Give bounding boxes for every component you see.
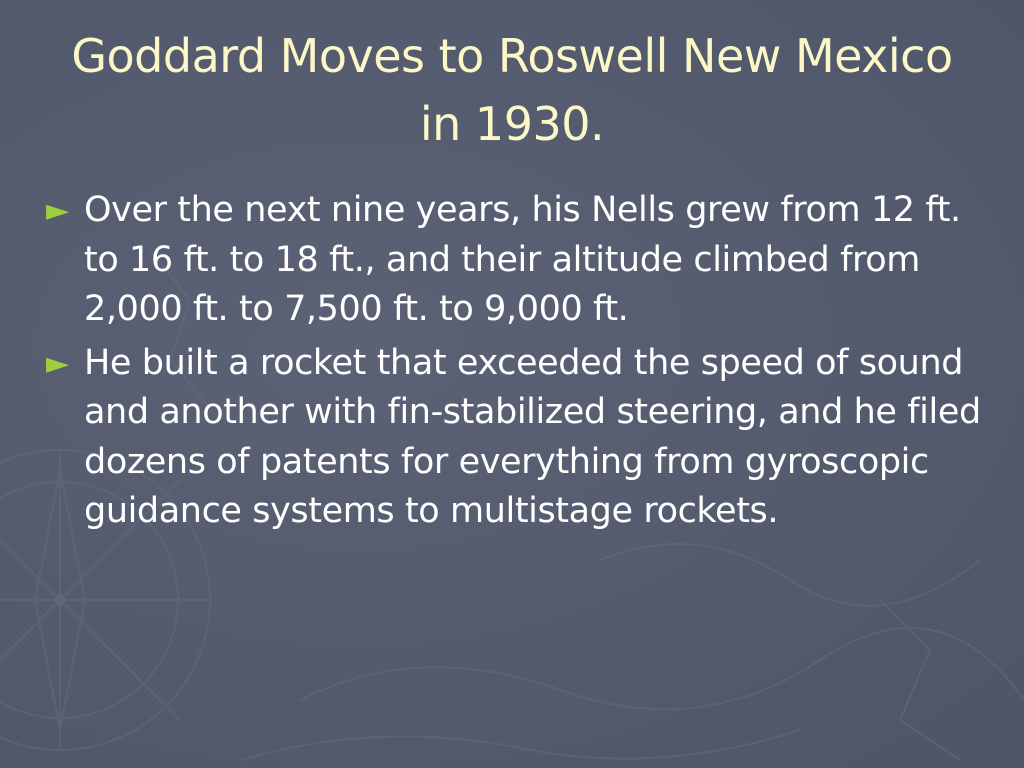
bullet-item xyxy=(42,186,992,335)
bullet-item xyxy=(42,339,992,537)
triangle-bullet-icon: ► xyxy=(46,345,69,381)
bullet-text: He built a rocket that exceeded the speed of sound and another with fin-stabilized steering, and he filed dozens of patents for everything from gyroscopic guidance systems to multistage rockets. xyxy=(84,342,981,531)
bullet-list xyxy=(42,186,992,541)
slide-title: Goddard Moves to Roswell New Mexico in 1930. xyxy=(71,29,953,151)
bullet-text: Over the next nine years, his Nells grew from 12 ft. to 16 ft. to 18 ft., and their altitude climbed from 2,000 ft. to 7,500 ft. to 9,000 ft. xyxy=(84,190,961,329)
triangle-bullet-icon: ► xyxy=(46,193,69,228)
